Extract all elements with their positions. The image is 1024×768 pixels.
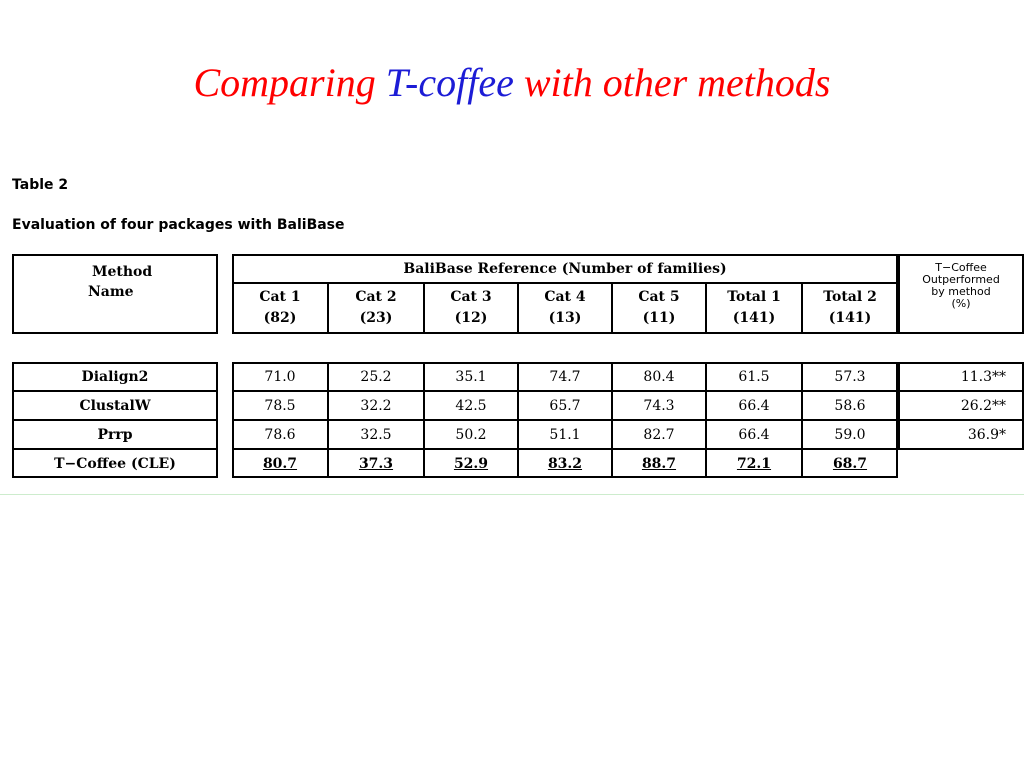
title-part-1: Comparing [193,60,386,105]
value-cell: 72.1 [736,455,772,472]
column-header-count: (11) [642,310,676,326]
value-cell: 37.3 [358,455,394,472]
column-header-count: (141) [732,310,776,326]
outperformed-header [898,254,1024,334]
value-cell: 78.6 [264,426,296,443]
slide-title [0,58,1024,108]
column-header-count: (23) [359,310,393,326]
column-header [424,282,518,334]
value-cell: 35.1 [455,368,487,385]
outperformed-cell: 11.3** [960,368,1006,385]
column-header [232,282,328,334]
outperformed-header-line-3: by method [931,285,991,298]
column-header-label: Cat 5 [638,289,680,305]
value-cell: 82.7 [643,426,675,443]
column-header-label: Cat 3 [450,289,492,305]
balibase-group-header: BaliBase Reference (Number of families) [403,261,727,277]
value-cell: 71.0 [264,368,296,385]
value-cell: 52.9 [453,455,489,472]
value-cell: 42.5 [455,397,487,414]
column-header [518,282,612,334]
title-part-3: with other methods [513,60,831,105]
column-header-count: (13) [548,310,582,326]
outperformed-header-line-4: (%) [951,297,971,310]
value-cell: 57.3 [834,368,866,385]
title-part-2: T-coffee [385,60,514,105]
column-header-label: Cat 1 [259,289,301,305]
outperformed-header-line-1: T−Coffee [935,261,987,274]
method-name-header [12,254,218,334]
column-header [328,282,424,334]
column-header-count: (141) [828,310,872,326]
column-header [612,282,706,334]
value-cell: 32.5 [360,426,392,443]
column-header-label: Total 2 [823,289,877,305]
value-cell: 83.2 [547,455,583,472]
outperformed-cell: 36.9* [967,426,1006,443]
column-divider [801,282,803,334]
value-cell: 59.0 [834,426,866,443]
column-divider [611,282,613,334]
value-cell: 88.7 [641,455,677,472]
value-cell: 66.4 [738,426,770,443]
table-subcaption: Evaluation of four packages with BaliBase [12,217,345,233]
column-header-label: Cat 4 [544,289,586,305]
column-header-count: (12) [454,310,488,326]
value-cell: 58.6 [834,397,866,414]
method-name-cell: Dialign2 [81,368,149,385]
method-header-line-1: Method [92,264,153,280]
method-name-cell: T−Coffee (CLE) [54,455,176,472]
value-cell: 68.7 [832,455,868,472]
table-caption: Table 2 [12,177,69,193]
value-cell: 80.4 [643,368,675,385]
column-divider [517,282,519,334]
value-cell: 51.1 [549,426,581,443]
value-cell: 78.5 [264,397,296,414]
divider-line [0,494,1024,495]
column-header [802,282,898,334]
value-cell: 74.7 [549,368,581,385]
column-divider [327,282,329,334]
method-name-cell: Prrp [97,426,133,443]
column-header-label: Total 1 [727,289,781,305]
column-header [706,282,802,334]
column-header-label: Cat 2 [355,289,397,305]
value-cell: 66.4 [738,397,770,414]
value-cell: 65.7 [549,397,581,414]
outperformed-cell: 26.2** [960,397,1006,414]
method-name-cell: ClustalW [79,397,151,414]
method-header-line-2: Name [88,284,134,300]
column-divider [423,282,425,334]
value-cell: 32.2 [360,397,392,414]
value-cell: 50.2 [455,426,487,443]
column-header-count: (82) [263,310,297,326]
value-cell: 74.3 [643,397,675,414]
value-cell: 25.2 [360,368,392,385]
outperformed-header-line-2: Outperformed [922,273,1000,286]
column-divider [705,282,707,334]
value-cell: 80.7 [262,455,298,472]
value-cell: 61.5 [738,368,770,385]
